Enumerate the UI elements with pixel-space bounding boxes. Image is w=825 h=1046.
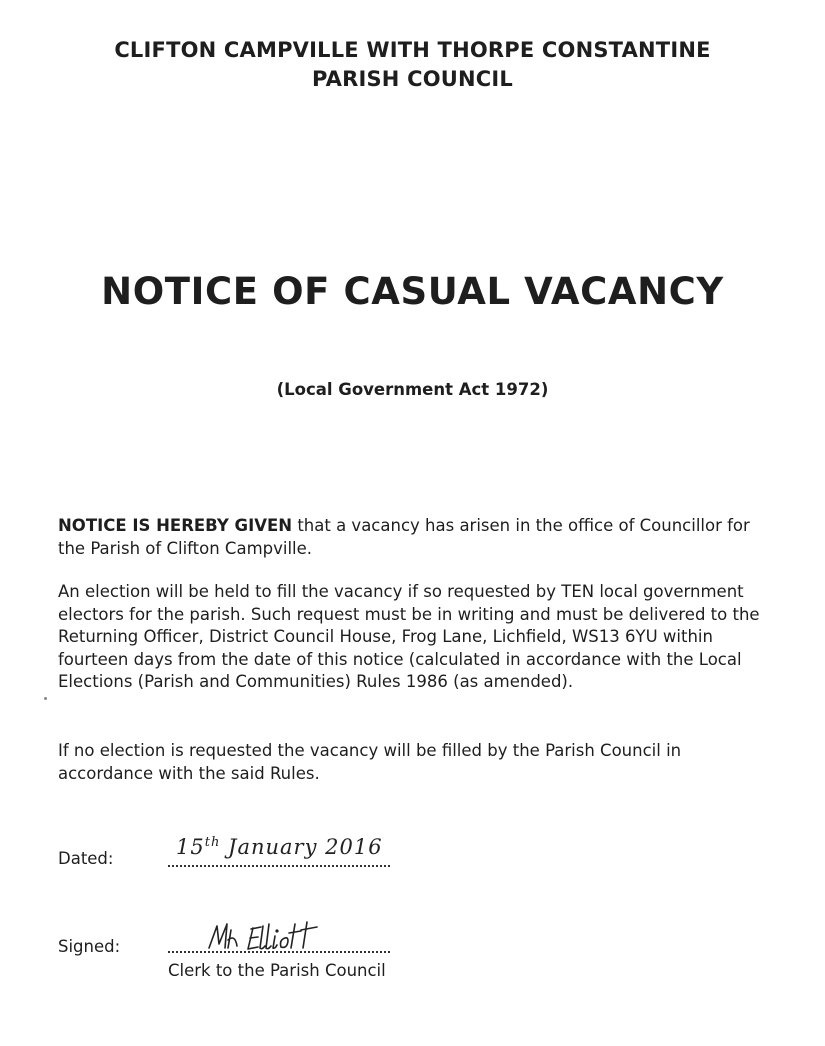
date-month-year: January 2016 — [220, 835, 383, 859]
handwritten-signature — [205, 918, 325, 956]
clerk-title: Clerk to the Parish Council — [168, 961, 386, 980]
council-name-line-1: CLIFTON CAMPVILLE WITH THORPE CONSTANTINE — [114, 38, 711, 62]
council-name — [0, 36, 825, 94]
notice-paragraph-2: An election will be held to fill the vacancy if so requested by TEN local government electors for the parish. Such request must be in writing and must be delivered to the Returning Officer, District Council House, Frog Lane, Lichfield, WS13 6YU within fourteen days from the date of this notice (calculated in accordance with the Local Elections (Parish and Communities) Rules 1986 (as amended). — [58, 582, 760, 691]
notice-paragraph-1 — [58, 515, 770, 560]
act-reference: (Local Government Act 1972) — [276, 380, 549, 399]
council-name-line-2: PARISH COUNCIL — [311, 67, 513, 91]
scan-speck — [44, 697, 47, 700]
date-day: 15 — [176, 835, 205, 859]
handwritten-date — [176, 835, 383, 859]
notice-paragraph-1-text: that a vacancy has arisen in the office of Councillor for the Parish of Clifton Campville. — [58, 516, 750, 558]
notice-lead-text: NOTICE IS HEREBY GIVEN — [58, 516, 293, 535]
dated-label: Dated: — [58, 849, 114, 868]
date-ordinal-suffix: th — [204, 835, 221, 850]
dated-dotted-line — [168, 865, 390, 867]
notice-paragraph-3: If no election is requested the vacancy will be filled by the Parish Council in accordance with the said Rules. — [58, 741, 682, 783]
signed-label: Signed: — [58, 937, 121, 956]
notice-title: NOTICE OF CASUAL VACANCY — [101, 270, 724, 313]
